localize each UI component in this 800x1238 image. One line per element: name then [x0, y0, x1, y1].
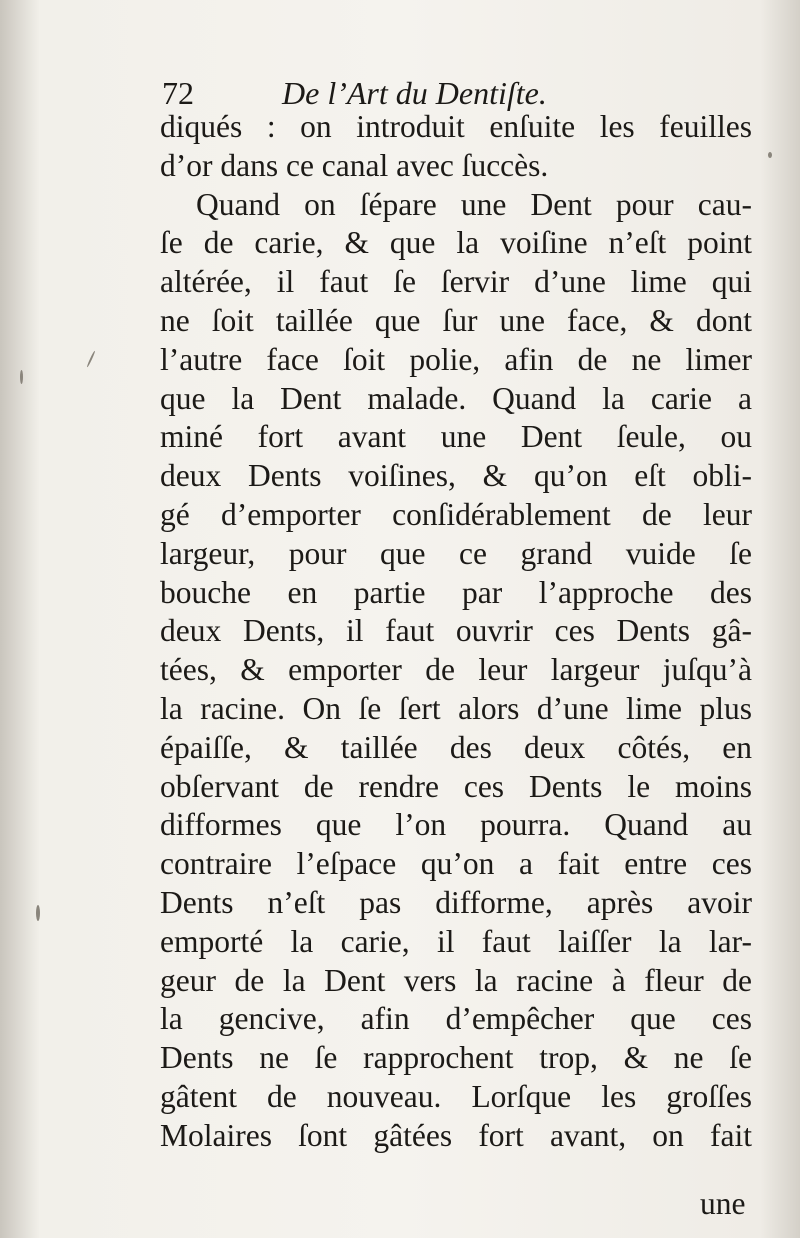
text-line: la racine. On ſe ſert alors d’une lime plus — [160, 690, 752, 726]
paper-speck — [36, 905, 40, 921]
text-line: geur de la Dent vers la racine à fleur de — [160, 962, 752, 998]
paper-speck — [768, 152, 772, 158]
text-line: tées, & emporter de leur largeur juſqu’à — [160, 652, 752, 688]
text-line: gé d’emporter conſidérablement de leur — [160, 496, 752, 532]
body-text — [160, 108, 752, 1156]
text-line: miné fort avant une Dent ſeule, ou — [160, 419, 752, 455]
text-line: bouche en partie par l’approche des — [160, 574, 752, 610]
text-line: épaiſſe, & taillée des deux côtés, en — [160, 729, 752, 765]
text-line: la gencive, afin d’empêcher que ces — [160, 1001, 752, 1037]
text-line: deux Dents, il faut ouvrir ces Dents gâ- — [160, 613, 752, 649]
catchword: une — [700, 1186, 746, 1221]
page-number: 72 — [162, 75, 194, 111]
text-line: Molaires ſont gâtées fort avant, on fait — [160, 1117, 752, 1153]
text-line: Dents ne ſe rapprochent trop, & ne ſe — [160, 1040, 752, 1076]
text-line: contraire l’eſpace qu’on a fait entre ces — [160, 846, 752, 882]
text-line: gâtent de nouveau. Lorſque les groſſes — [160, 1078, 752, 1114]
text-line: obſervant de rendre ces Dents le moins — [160, 768, 752, 804]
text-line: ſe de carie, & que la voiſine n’eſt point — [160, 225, 752, 261]
paper-speck — [86, 350, 95, 367]
text-line: ne ſoit taillée que ſur une face, & dont — [160, 302, 752, 338]
text-line: emporté la carie, il faut laiſſer la lar- — [160, 923, 752, 959]
text-line: Quand on ſépare une Dent pour cau- — [196, 186, 752, 222]
text-line: largeur, pour que ce grand vuide ſe — [160, 535, 752, 571]
text-line: altérée, il faut ſe ſervir d’une lime qui — [160, 264, 752, 300]
text-line: deux Dents voiſines, & qu’on eſt obli- — [160, 458, 752, 494]
text-line: Dents n’eſt pas difforme, après avoir — [160, 884, 752, 920]
text-line: diqués : on introduit enſuite les feuilles — [160, 109, 752, 144]
text-line: l’autre face ſoit polie, afin de ne limer — [160, 341, 752, 377]
text-line: d’or dans ce canal avec ſuccès. — [160, 147, 549, 183]
text-line: difformes que l’on pourra. Quand au — [160, 807, 752, 843]
running-title: De l’Art du Dentiſte. — [282, 75, 547, 111]
text-line: que la Dent malade. Quand la carie a — [160, 380, 752, 416]
paper-speck — [20, 370, 23, 384]
